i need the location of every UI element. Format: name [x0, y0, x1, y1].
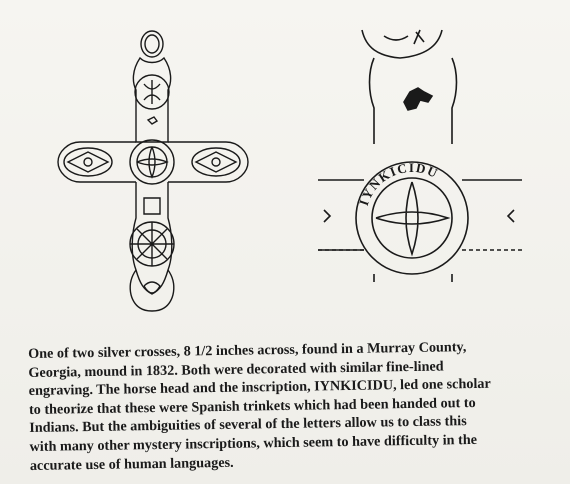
- cross-drawing: [40, 22, 270, 322]
- detail-shaft-right: [452, 58, 457, 144]
- detail-shaft-left: [370, 58, 375, 144]
- caption-line: accurate use of human languages.: [29, 454, 234, 474]
- cross-left-arm: [58, 142, 136, 182]
- detail-top-lobe: [362, 30, 442, 58]
- caption-line: One of two silver crosses, 8 1/2 inches across, found in a Murray County,: [28, 339, 467, 362]
- caption-line: to theorize that these were Spanish trinkets which had been handed out to: [28, 394, 476, 418]
- caption-line: Indians. But the ambiguities of several of the letters allow us to class this: [29, 413, 467, 437]
- caption-line: with many other mystery inscriptions, which seem to have difficulty in the: [29, 431, 478, 455]
- horse-head-engraving: [404, 88, 432, 110]
- medallion-inscription: IYNKICIDU: [355, 159, 442, 208]
- cross-detail-illustration: [300, 22, 540, 282]
- right-arrow-mark: [508, 210, 514, 222]
- detail-drawing: [300, 22, 540, 282]
- caption-line: engraving. The horse head and the inscription, IYNKICIDU, led one scholar: [28, 375, 491, 400]
- caption-line: Georgia, mound in 1832. Both were decorated with similar fine-lined: [28, 358, 444, 381]
- figure-caption: [28, 337, 550, 475]
- silver-cross-illustration: [40, 22, 270, 322]
- left-arrow-mark: [324, 210, 330, 222]
